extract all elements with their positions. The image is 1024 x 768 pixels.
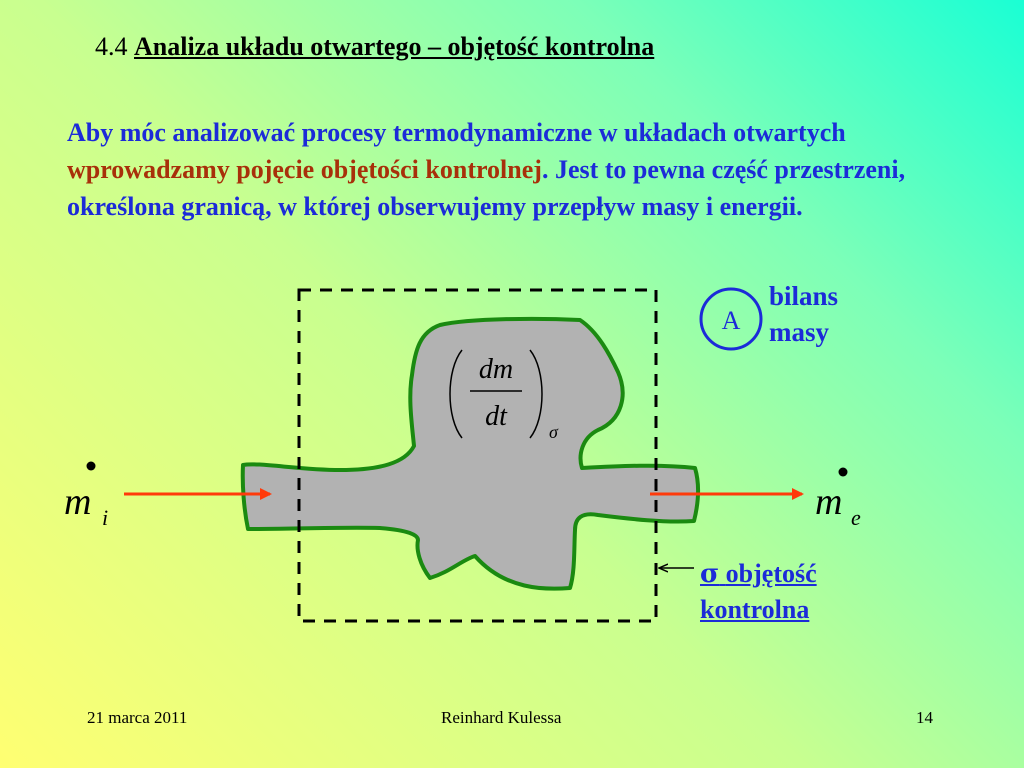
footer-date: 21 marca 2011 — [87, 708, 188, 727]
dot-over-m-out — [839, 468, 848, 477]
m-out: m — [815, 481, 843, 523]
control-volume-word1: objętość — [725, 559, 817, 588]
title-text: Analiza układu otwartego – objętość kontrolna — [134, 32, 655, 61]
system-blob — [243, 319, 698, 589]
formula-numerator: dm — [478, 354, 514, 385]
mass-flow-out-symbol — [815, 468, 861, 531]
title-number: 4.4 — [95, 32, 128, 61]
footer-page-number: 14 — [916, 708, 933, 727]
control-volume-label-line1 — [700, 556, 817, 592]
balance-label-line1: bilans — [769, 281, 839, 311]
intro-part1: Aby móc analizować procesy termodynamiczne w układach otwartych — [67, 118, 846, 147]
m-in: m — [64, 481, 92, 523]
m-in-subscript: i — [102, 505, 109, 530]
dot-over-m-in — [87, 462, 96, 471]
formula-subscript: σ — [549, 422, 558, 442]
control-volume-label — [700, 556, 817, 628]
balance-circle-letter: A — [721, 306, 741, 335]
intro-highlight: wprowadzamy pojęcie objętości kontrolnej — [67, 155, 542, 184]
footer-author: Reinhard Kulessa — [441, 708, 562, 727]
m-out-subscript: e — [851, 505, 861, 530]
intro-part2: . Jest to pewna część przestrzeni, określona granicą, w której obserwujemy przepływ masy i energii. — [67, 155, 906, 221]
control-volume-label-line2: kontrolna — [700, 595, 810, 624]
mass-flow-in-symbol — [64, 462, 108, 531]
formula-denominator: dt — [485, 401, 507, 432]
sigma-symbol: σ — [700, 559, 720, 589]
balance-label-line2: masy — [769, 317, 829, 347]
balance-label — [769, 278, 879, 350]
